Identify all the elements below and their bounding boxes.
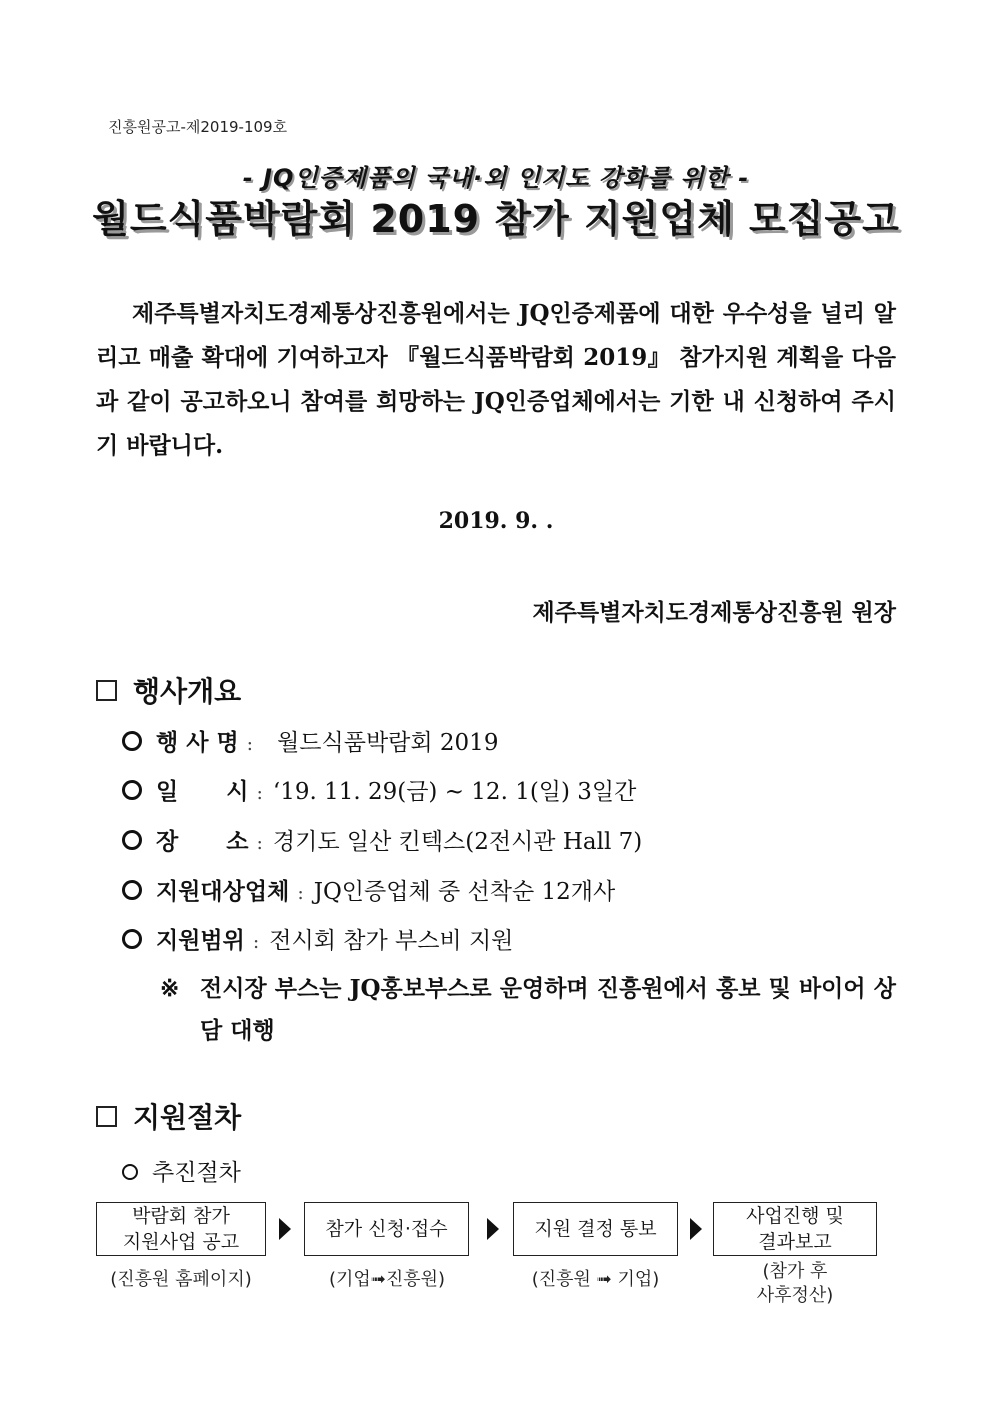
section-heading-overview (96, 670, 241, 710)
sub-heading-text: 추진절차 (152, 1160, 241, 1186)
colon: : (297, 882, 304, 904)
note-text: 전시장 부스는 JQ홍보부스로 운영하며 진흥원에서 홍보 및 바이어 상담 대행 (200, 975, 896, 1044)
announcement-date: 2019. 9. . (438, 508, 554, 534)
item-value: 경기도 일산 킨텍스(2전시관 Hall 7) (272, 829, 643, 855)
section-heading-procedure (96, 1096, 241, 1136)
circle-bullet-icon (122, 1164, 138, 1180)
caption-line: 사후정산) (756, 1285, 834, 1306)
colon: : (246, 733, 254, 755)
flow-step-box (713, 1202, 877, 1256)
section-heading-text: 지원절차 (133, 1101, 242, 1134)
overview-item (122, 873, 615, 906)
note (160, 968, 896, 1052)
caption-line: (참가 후 (762, 1261, 828, 1282)
section-heading-text: 행사개요 (133, 675, 242, 708)
document-number: 진흥원공고-제2019-109호 (108, 118, 288, 136)
step-caption (713, 1260, 877, 1308)
step-line: 참가 신청·접수 (325, 1218, 448, 1240)
item-value: JQ인증업체 중 선착순 12개사 (313, 879, 616, 905)
arrow-right-icon (279, 1218, 291, 1240)
overview-item (122, 773, 636, 806)
circle-bullet-icon (122, 880, 142, 900)
colon: : (256, 832, 263, 854)
checkbox-square-icon (96, 1106, 117, 1127)
flow-step-box (513, 1202, 678, 1256)
step-line: 결과보고 (758, 1231, 832, 1253)
colon: : (256, 782, 263, 804)
item-label: 일 시 (156, 779, 249, 805)
arrow-right-icon (487, 1218, 499, 1240)
circle-bullet-icon (122, 780, 142, 800)
subtitle: - JQ인증제품의 국내·외 인지도 강화를 위한 - (242, 164, 750, 192)
arrow-right-icon (690, 1218, 702, 1240)
item-label: 지원범위 (156, 928, 245, 954)
item-value: 전시회 참가 부스비 지원 (269, 928, 514, 954)
flow-step-box (304, 1202, 469, 1256)
item-label: 장 소 (156, 829, 249, 855)
step-caption: (기업➟진흥원) (328, 1269, 446, 1290)
item-value: ‘19. 11. 29(금) ~ 12. 1(일) 3일간 (272, 779, 637, 805)
step-line: 지원사업 공고 (122, 1231, 240, 1253)
circle-bullet-icon (122, 830, 142, 850)
overview-item (122, 922, 513, 955)
reference-mark-icon: ※ (160, 975, 180, 1002)
overview-item (122, 823, 642, 856)
signature: 제주특별자치도경제통상진흥원 원장 (532, 599, 896, 626)
page-title: 월드식품박람회 2019 참가 지원업체 모집공고 (92, 197, 900, 241)
circle-bullet-icon (122, 731, 142, 751)
intro-paragraph: 제주특별자치도경제통상진흥원에서는 JQ인증제품에 대한 우수성을 널리 알리고 매출 확대에 기여하고자 『월드식품박람회 2019』 참가지원 계획을 다음과 같이 공고하오니 참여를 희망하는 JQ인증업체에서는 기한 내 신청하여 주시기 바랍니다. (96, 300, 896, 459)
sub-heading (122, 1154, 241, 1187)
colon: : (252, 931, 260, 953)
item-value: 월드식품박람회 2019 (277, 730, 499, 756)
flow-step-box (96, 1202, 266, 1256)
step-caption: (진흥원 홈페이지) (110, 1269, 252, 1290)
circle-bullet-icon (122, 929, 142, 949)
step-caption: (진흥원 ➟ 기업) (531, 1269, 660, 1290)
item-label: 지원대상업체 (156, 879, 290, 905)
checkbox-square-icon (96, 680, 117, 701)
step-line: 박람회 참가 (132, 1205, 230, 1227)
item-label: 행 사 명 (156, 730, 239, 756)
step-line: 사업진행 및 (746, 1205, 844, 1227)
step-line: 지원 결정 통보 (534, 1218, 657, 1240)
overview-item (122, 724, 498, 757)
